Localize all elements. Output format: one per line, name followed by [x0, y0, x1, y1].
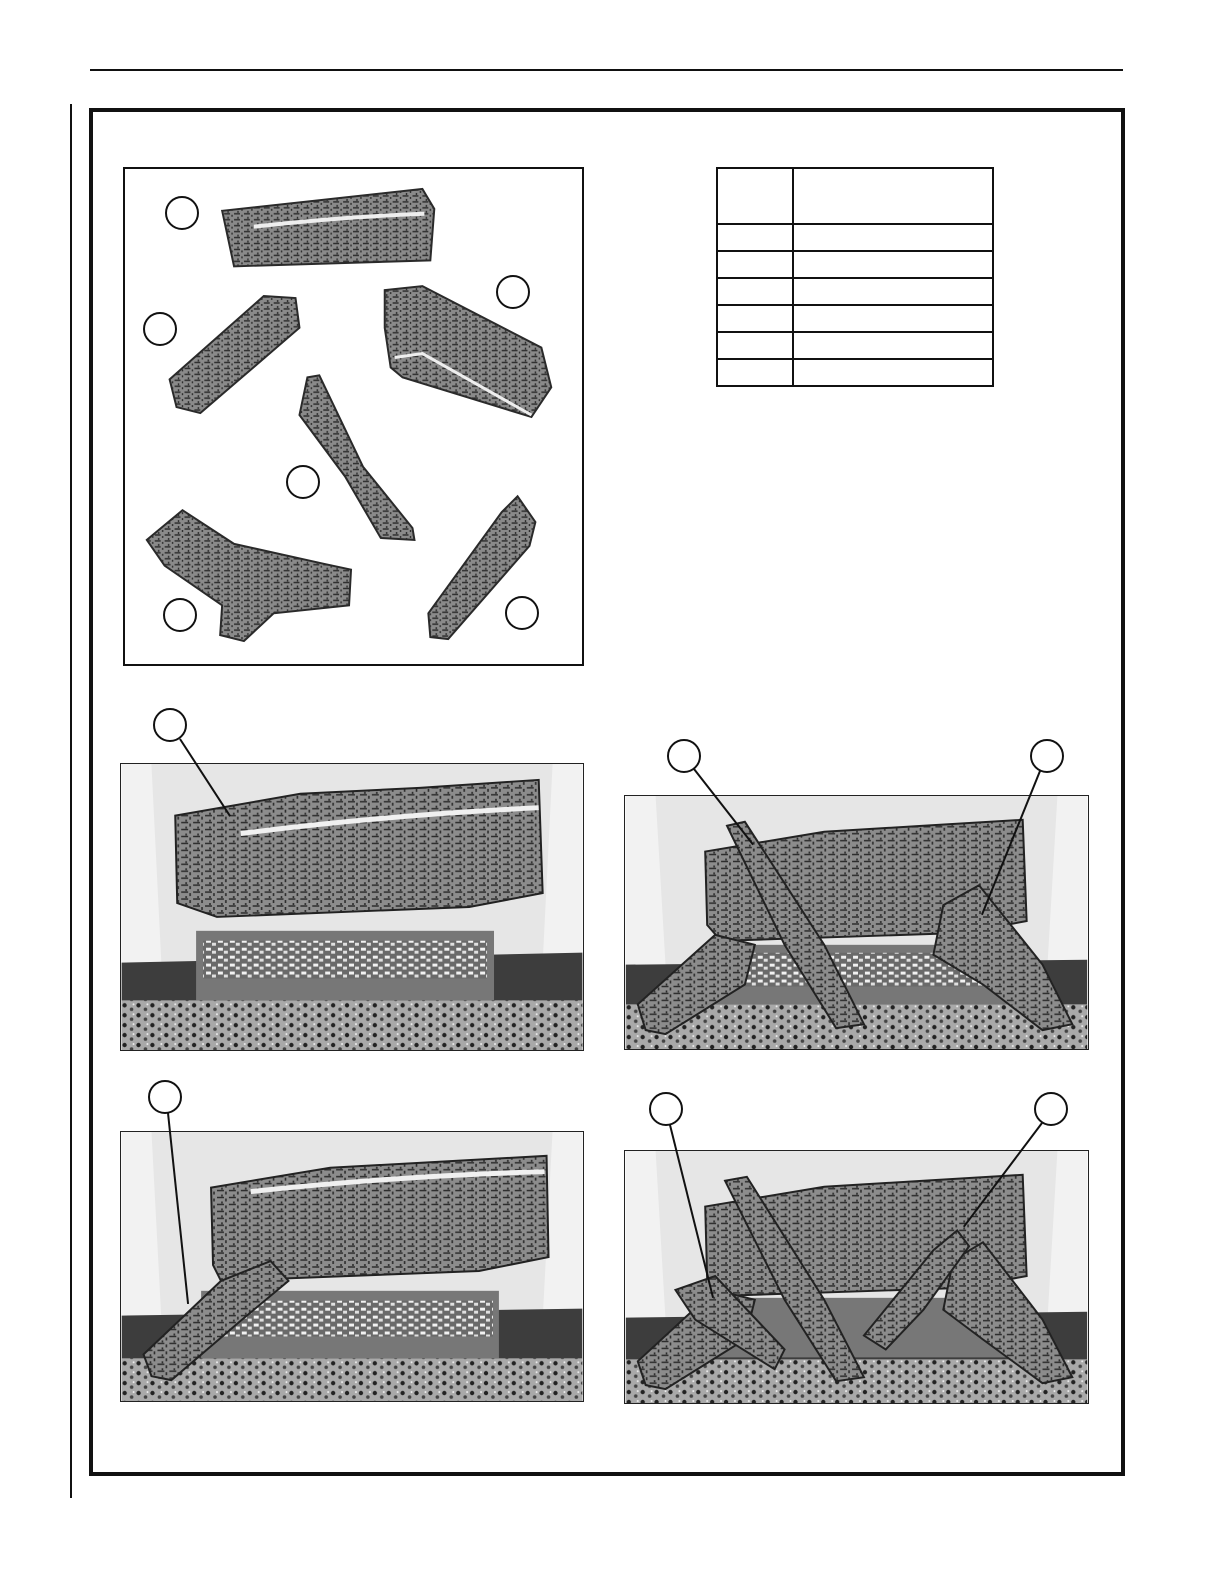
table-cell: [793, 305, 993, 332]
table-cell: [793, 359, 993, 386]
log-set-figure: [123, 167, 584, 666]
table-row: [717, 305, 993, 332]
table-row: [717, 224, 993, 251]
callout-step3-log: [148, 1080, 182, 1114]
header-rule: [90, 69, 1123, 71]
callout-log-center: [286, 465, 320, 499]
parts-table: [716, 167, 994, 387]
table-cell: [793, 332, 993, 359]
step4-photo: [624, 1150, 1089, 1404]
log-set-illustration: [125, 169, 582, 664]
table-cell: [717, 224, 793, 251]
callout-step2-right: [1030, 739, 1064, 773]
parts-table-header-part: [717, 168, 793, 224]
table-cell: [717, 278, 793, 305]
step4-scene: [625, 1151, 1088, 1403]
step1-scene: [121, 764, 583, 1050]
step2-photo: [624, 795, 1089, 1050]
table-cell: [717, 251, 793, 278]
parts-table-header-row: [717, 168, 993, 224]
table-row: [717, 332, 993, 359]
table-cell: [717, 305, 793, 332]
table-cell: [717, 359, 793, 386]
callout-log-top: [165, 196, 199, 230]
callout-step2-left: [667, 739, 701, 773]
table-cell: [793, 278, 993, 305]
table-row: [717, 251, 993, 278]
step3-scene: [121, 1132, 583, 1401]
step1-photo: [120, 763, 584, 1051]
callout-step4-right: [1034, 1092, 1068, 1126]
step3-photo: [120, 1131, 584, 1402]
margin-rule: [70, 104, 72, 1498]
parts-table-header-description: [793, 168, 993, 224]
log-center: [299, 375, 414, 540]
table-cell: [717, 332, 793, 359]
callout-log-bottom-right: [505, 596, 539, 630]
step2-scene: [625, 796, 1088, 1049]
callout-log-left: [143, 312, 177, 346]
table-row: [717, 278, 993, 305]
log-right: [385, 286, 552, 417]
callout-log-right: [496, 275, 530, 309]
log-left: [170, 296, 300, 413]
callout-log-bottom-left: [163, 598, 197, 632]
table-row: [717, 359, 993, 386]
table-cell: [793, 251, 993, 278]
callout-step4-left: [649, 1092, 683, 1126]
log-top: [222, 189, 434, 266]
callout-step1-log: [153, 708, 187, 742]
table-cell: [793, 224, 993, 251]
